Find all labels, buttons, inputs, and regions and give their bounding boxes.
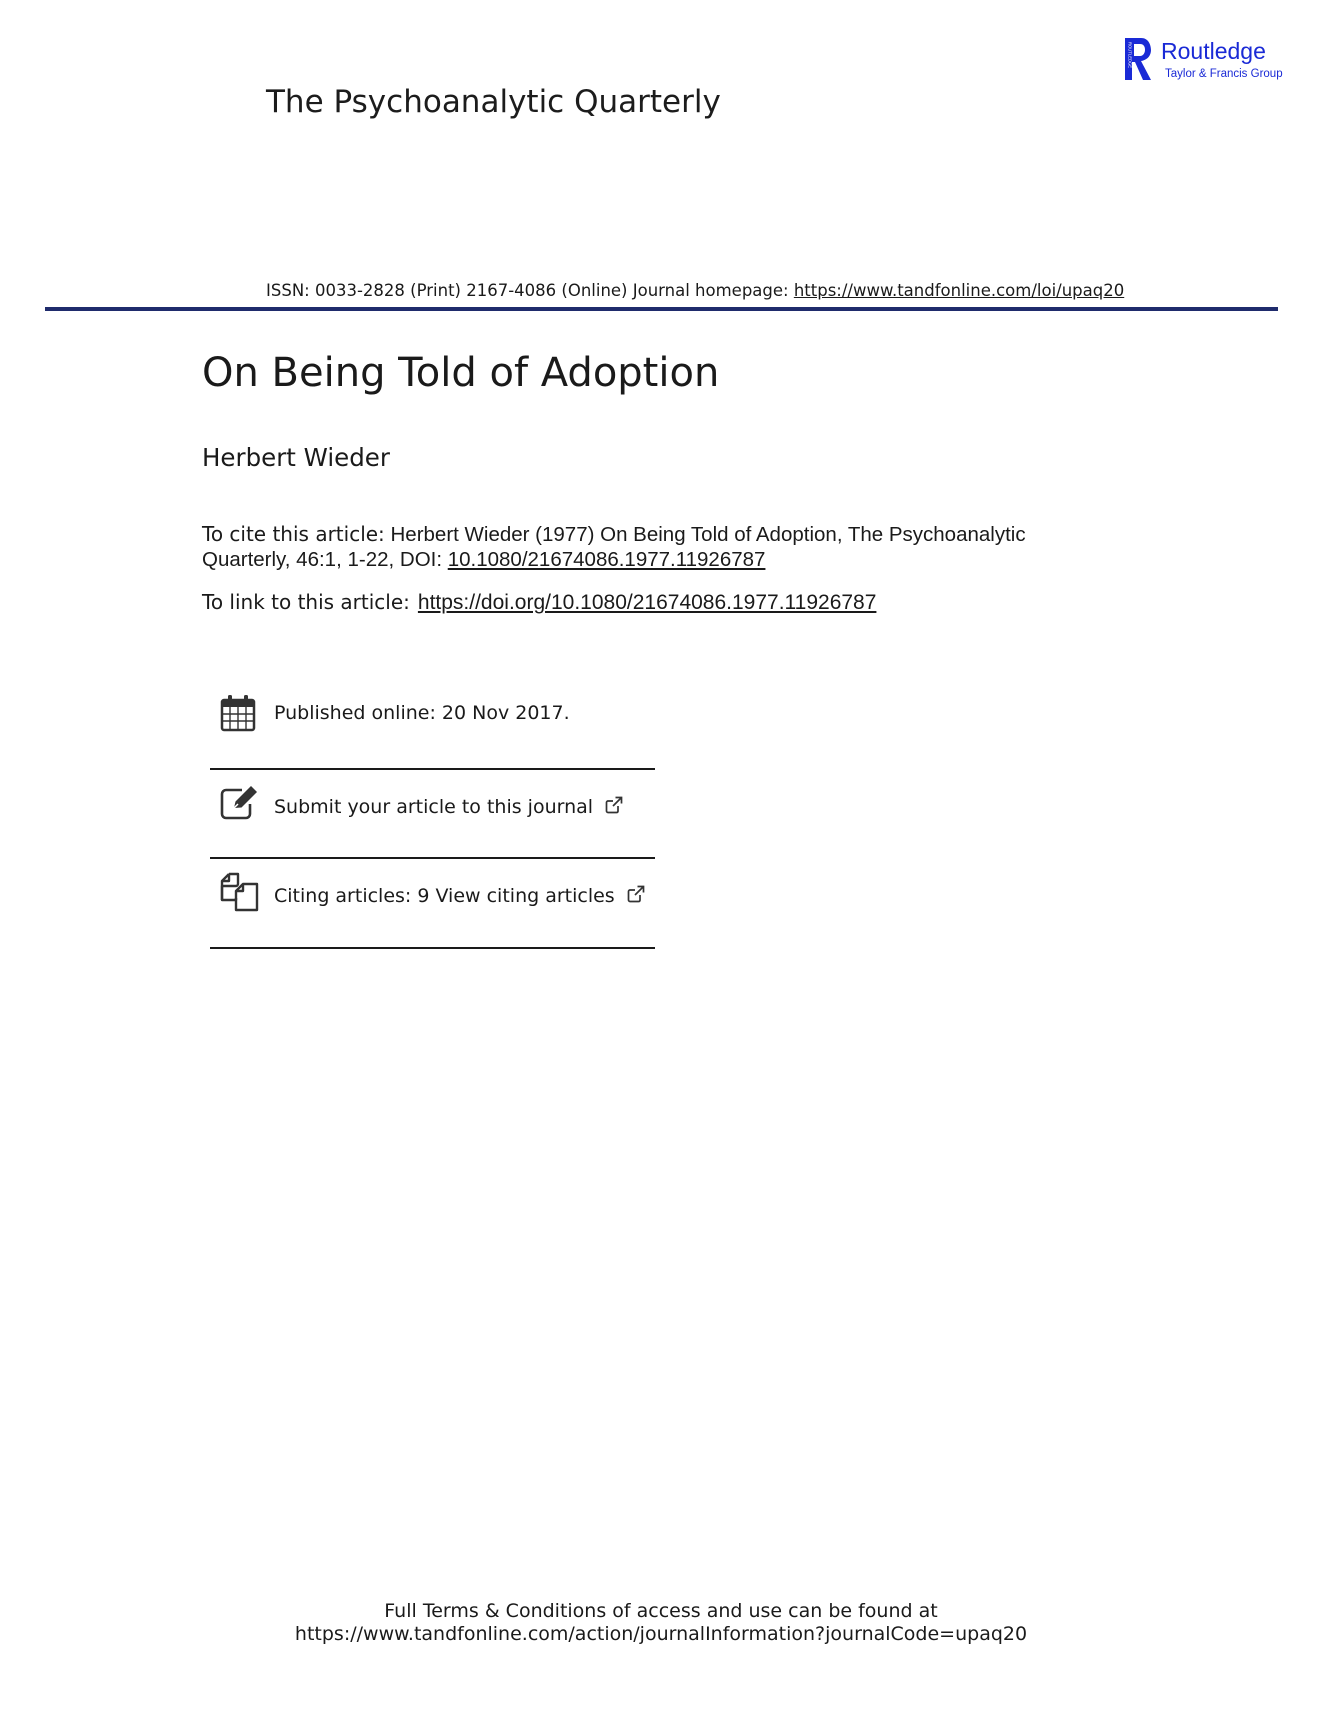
documents-icon (220, 872, 260, 912)
submit-article-label: Submit your article to this journal (274, 796, 594, 818)
issn-line (266, 281, 1124, 300)
info-divider (210, 768, 655, 770)
citing-articles-link[interactable] (274, 885, 645, 907)
doi-link[interactable]: 10.1080/21674086.1977.11926787 (447, 548, 766, 571)
journal-title: The Psychoanalytic Quarterly (266, 84, 721, 120)
edit-icon (220, 784, 260, 820)
footer-terms (0, 1600, 1322, 1646)
journal-homepage-link[interactable]: https://www.tandfonline.com/loi/upaq20 (793, 281, 1125, 300)
published-online: Published online: 20 Nov 2017. (274, 702, 570, 724)
footer-line-1: Full Terms & Conditions of access and use can be found at (384, 1600, 938, 1622)
cite-text: Herbert Wieder (1977) On Being Told of Adoption, The Psychoanalytic Quarterly, 46:1, 1-22, DOI: (202, 523, 1026, 571)
article-link-block (202, 590, 876, 615)
cite-label: To cite this article: (202, 522, 385, 546)
logo-name: Routledge (1161, 38, 1266, 64)
logo-subtitle: Taylor & Francis Group (1165, 68, 1283, 80)
calendar-icon (220, 694, 256, 732)
link-label: To link to this article: (202, 590, 410, 614)
routledge-logo-icon (1123, 36, 1153, 82)
issn-text: ISSN: 0033-2828 (Print) 2167-4086 (Online) Journal homepage: (266, 281, 794, 300)
info-divider (210, 947, 655, 949)
external-link-icon (627, 885, 645, 903)
footer-terms-link[interactable]: https://www.tandfonline.com/action/journalInformation?journalCode=upaq20 (294, 1623, 1028, 1645)
logo-mark-text: ROUTLEDGE (1127, 42, 1133, 69)
article-url-link[interactable]: https://doi.org/10.1080/21674086.1977.11926787 (417, 591, 877, 614)
citing-articles-label: Citing articles: 9 View citing articles (274, 885, 615, 907)
publisher-logo[interactable] (1123, 36, 1283, 86)
article-title: On Being Told of Adoption (202, 350, 720, 396)
citation-block (202, 522, 1102, 572)
info-divider (210, 857, 655, 859)
external-link-icon (605, 796, 623, 814)
header-divider (45, 307, 1278, 311)
submit-article-link[interactable] (274, 796, 623, 818)
article-author: Herbert Wieder (202, 443, 390, 472)
